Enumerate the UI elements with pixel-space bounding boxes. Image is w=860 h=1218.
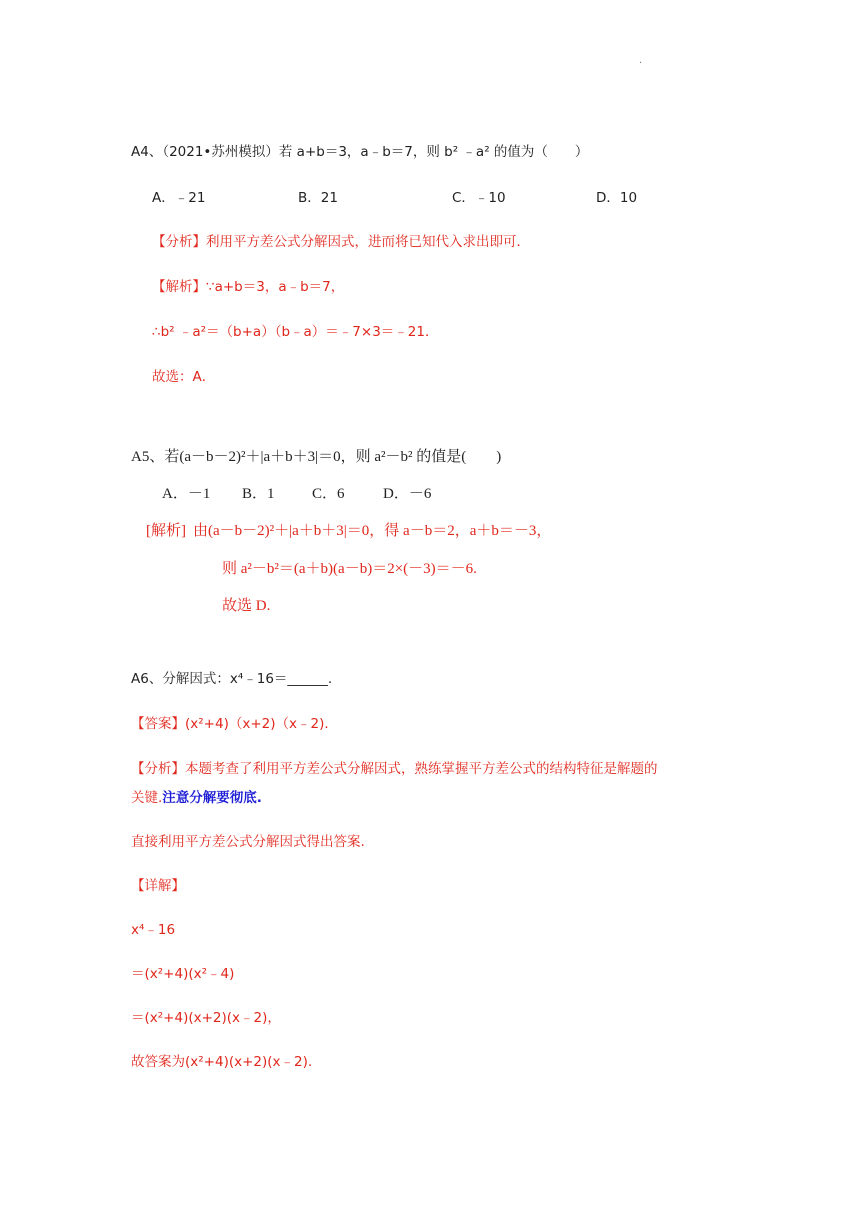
a4-option-d: D．10 [596, 190, 638, 206]
a4-conclusion: 故选：A． [152, 369, 216, 385]
a5-solution-line2: 则 a²－b²＝(a＋b)(a－b)＝2×(－3)＝－6. [222, 561, 477, 577]
a4-option-b: B．21 [298, 190, 338, 206]
a5-option-b: B．1 [242, 486, 275, 502]
a6-analysis-line1: 【分析】本题考查了利用平方差公式分解因式，熟练掌握平方差公式的结构特征是解题的 [131, 761, 658, 777]
a4-analysis: 【分析】利用平方差公式分解因式，进而将已知代入求出即可． [152, 234, 530, 250]
a6-step-2: ＝(x²+4)(x²﹣4) [131, 966, 235, 982]
a6-analysis-keyword: 关键. [131, 790, 163, 806]
a5-solution-label: [解析] [146, 523, 186, 539]
a6-step-1: x⁴﹣16 [131, 922, 176, 938]
a5-option-d: D．－6 [383, 486, 432, 502]
header-mark: · [639, 58, 643, 69]
a4-solution-line1: 【解析】∵a+b＝3，a﹣b＝7， [152, 279, 345, 295]
a6-answer: 【答案】(x²+4)（x+2)（x﹣2)． [131, 716, 338, 732]
a6-analysis-line2 [131, 789, 262, 807]
a4-question: A4、（2021•苏州模拟）若 a+b＝3，a﹣b＝7，则 b² ﹣a² 的值为（ ） [131, 144, 589, 160]
a4-option-c: C．﹣10 [452, 190, 506, 206]
a6-emphasis: 注意分解要彻底. [162, 790, 262, 806]
a4-option-a: A．﹣21 [152, 190, 206, 206]
a5-option-a: A．－1 [162, 486, 211, 502]
a5-solution-line1: 由(a－b－2)²＋|a＋b＋3|＝0，得 a－b＝2，a＋b＝－3， [193, 523, 552, 539]
a5-question: A5、若(a－b－2)²＋|a＋b＋3|＝0，则 a²－b² 的值是( ) [131, 449, 502, 465]
a4-solution-line2: ∴b² ﹣a²＝（b+a）（b﹣a）＝﹣7×3＝﹣21． [152, 324, 439, 340]
a6-question: A6、分解因式：x⁴﹣16＝______. [131, 671, 333, 687]
a6-direct: 直接利用平方差公式分解因式得出答案. [131, 834, 365, 850]
a6-step-3: ＝(x²+4)(x+2)(x﹣2)， [131, 1010, 281, 1026]
a6-step-4: 故答案为(x²+4)(x+2)(x﹣2). [131, 1054, 313, 1070]
a6-detail-label: 【详解】 [131, 878, 185, 894]
a5-conclusion: 故选 D. [222, 598, 271, 614]
a5-option-c: C．6 [312, 486, 345, 502]
